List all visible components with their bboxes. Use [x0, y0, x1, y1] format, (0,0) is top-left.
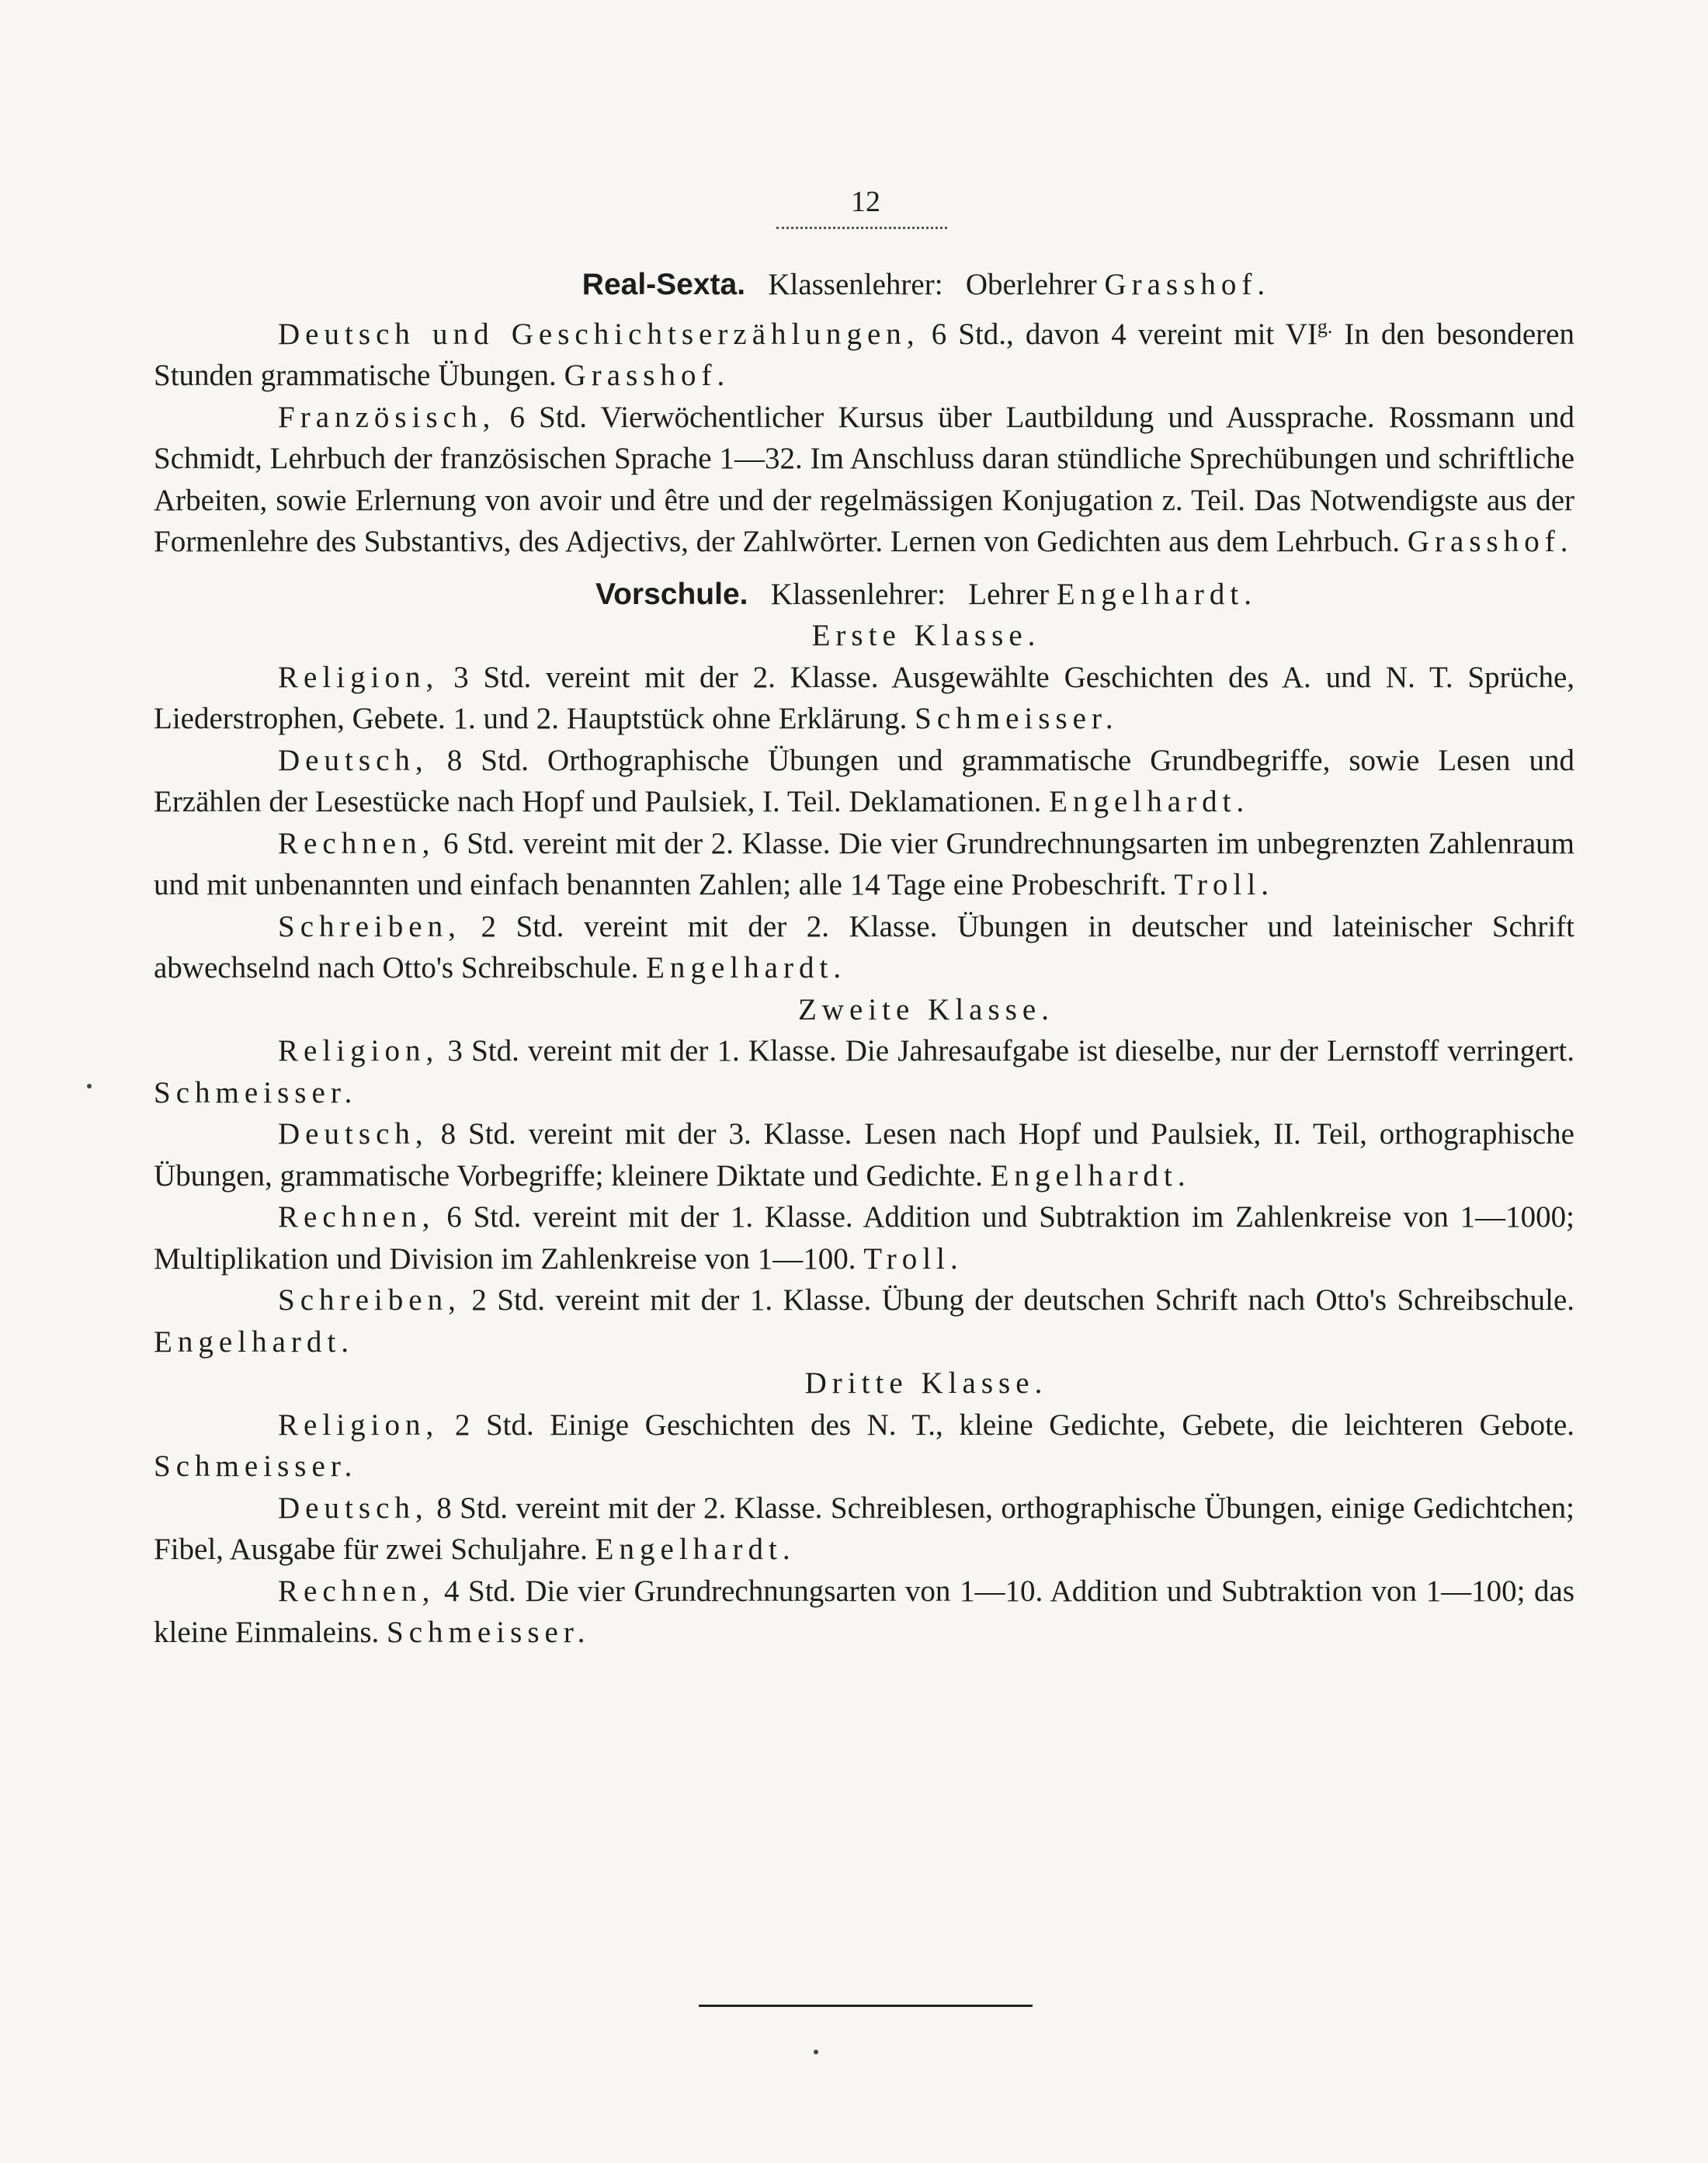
section-heading-vorschule [154, 574, 1574, 616]
subject-name: Rechnen, [278, 826, 436, 860]
subject-name: Rechnen, [278, 1574, 436, 1608]
paragraph-text: 6 Std. Vierwöchentlicher Kursus über Lautbildung und Aussprache. Rossmann und Schmidt, Lehrbuch der französischen Sprache 1—32. Im Anschluss daran stündliche Sprechübungen und schriftliche Arbeiten, sowie Erlernung von avoir und être und der regelmässigen Konjugation z. Teil. Das Notwendigste aus der Formenlehre des Substantivs, des Adjectivs, der Zahlwörter. Lernen von Gedichten aus dem Lehrbuch. [154, 400, 1575, 558]
paragraph-text: 8 Std. vereint mit der 2. Klasse. Schreiblesen, orthographische Übungen, einige Gedichtchen; Fibel, Ausgabe für zwei Schuljahre. [154, 1491, 1575, 1566]
paragraph-religion [154, 657, 1574, 740]
paragraph-deutsch-geschichte [154, 306, 1574, 397]
section-title: Real-Sexta. [581, 268, 746, 301]
subject-name: Deutsch, [278, 1491, 429, 1525]
body-text [154, 264, 1574, 1654]
paragraph-text: 8 Std. vereint mit der 3. Klasse. Lesen nach Hopf und Paulsiek, II. Teil, orthographische Übungen, grammatische Vorbegriffe; kleinere Diktate und Gedichte. [154, 1117, 1574, 1193]
page-number-ornament [776, 222, 947, 229]
paragraph-schreiben [154, 1279, 1574, 1363]
subject-name: Deutsch, [278, 1117, 429, 1151]
teacher-name: Engelhardt. [990, 1158, 1191, 1193]
teacher-name: Grasshof. [1407, 525, 1574, 558]
paragraph-deutsch [154, 740, 1574, 823]
paragraph-religion [154, 1030, 1574, 1113]
class-heading-dritte: Dritte Klasse. [804, 1366, 1048, 1400]
paragraph-text: In den besonderen Stunden grammatische Übungen. [154, 317, 1574, 392]
teacher-name: Schmeisser. [387, 1616, 591, 1649]
paper-speck [814, 2050, 818, 2054]
page-number: 12 [851, 186, 880, 218]
paragraph-schreiben [154, 906, 1574, 989]
paragraph-text: 3 Std. vereint mit der 2. Klasse. Ausgewählte Geschichten des A. und N. T. Sprüche, Liederstrophen, Gebete. 1. und 2. Hauptstück ohne Erklärung. [154, 660, 1575, 735]
paragraph-text: 8 Std. Orthographische Übungen und grammatische Grundbegriffe, sowie Lesen und Erzählen der Lesestücke nach Hopf und Paulsiek, I. Teil. Deklamationen. [154, 743, 1574, 818]
paper-speck [87, 1084, 92, 1088]
subject-name: Deutsch und Geschichtserzählungen, [278, 317, 920, 351]
paragraph-text: 2 Std. Einige Geschichten des N. T., kleine Gedichte, Gebete, die leichteren Gebote. [454, 1408, 1575, 1442]
paragraph-text: 6 Std. vereint mit der 1. Klasse. Addition und Subtraktion im Zahlenkreise von 1—1000; Multiplikation und Division im Zahlenkreise von 1—100. [154, 1200, 1575, 1276]
teacher-label: Klassenlehrer: [770, 577, 946, 611]
section-heading-real-sexta [154, 264, 1574, 306]
teacher-name: Troll. [863, 1241, 963, 1276]
subject-name: Religion, [278, 660, 439, 694]
teacher-name: Grasshof. [564, 359, 731, 392]
subject-name: Religion, [278, 1408, 439, 1442]
teacher-name: Engelhardt. [154, 1325, 355, 1359]
teacher-name: Engelhardt. [646, 951, 847, 984]
teacher-name: Engelhardt. [1049, 785, 1250, 818]
subject-name: Schreiben, [278, 909, 461, 943]
paragraph-franzoesisch [154, 397, 1574, 563]
paragraph-text: 6 Std., davon 4 vereint mit VI [931, 317, 1317, 351]
paragraph-text: 2 Std. vereint mit der 1. Klasse. Übung der deutschen Schrift nach Otto's Schreibschule. [471, 1283, 1575, 1317]
teacher-title: Lehrer [968, 577, 1050, 611]
teacher-name: Schmeisser. [154, 1450, 358, 1483]
teacher-name: Engelhardt. [595, 1533, 796, 1566]
subject-name: Rechnen, [278, 1200, 436, 1234]
class-heading-zweite: Zweite Klasse. [797, 992, 1055, 1026]
teacher-label: Klassenlehrer: [768, 268, 943, 301]
section-title: Vorschule. [595, 577, 748, 611]
teacher-name: Troll. [1174, 868, 1275, 901]
teacher-name: Grasshof. [1104, 268, 1271, 301]
class-suffix: g. [1317, 314, 1333, 338]
end-rule [699, 2005, 1033, 2007]
teacher-name: Engelhardt. [1056, 577, 1257, 611]
paragraph-religion [154, 1404, 1574, 1488]
paragraph-text: 6 Std. vereint mit der 2. Klasse. Die vier Grundrechnungsarten im unbegrenzten Zahlenraum und mit unbenannten und einfach benannten Zahlen; alle 14 Tage eine Probeschrift. [154, 826, 1574, 901]
subject-name: Schreiben, [278, 1283, 461, 1317]
teacher-name: Schmeisser. [915, 702, 1119, 735]
subject-name: Religion, [278, 1034, 439, 1068]
teacher-title: Oberlehrer [965, 268, 1097, 301]
paragraph-deutsch [154, 1113, 1574, 1196]
paragraph-text: 3 Std. vereint mit der 1. Klasse. Die Jahresaufgabe ist dieselbe, nur der Lernstoff verringert. [447, 1034, 1575, 1068]
paragraph-rechnen [154, 1571, 1574, 1654]
paragraph-text: 4 Std. Die vier Grundrechnungsarten von 1—10. Addition und Subtraktion von 1—100; das kleine Einmaleins. [154, 1574, 1575, 1649]
class-heading-erste: Erste Klasse. [811, 619, 1041, 652]
paragraph-deutsch [154, 1488, 1574, 1571]
subject-name: Französisch, [278, 400, 496, 434]
paragraph-rechnen [154, 823, 1574, 906]
paragraph-rechnen [154, 1196, 1574, 1279]
teacher-name: Schmeisser. [154, 1075, 358, 1109]
subject-name: Deutsch, [278, 743, 429, 777]
paragraph-text: 2 Std. vereint mit der 2. Klasse. Übungen in deutscher und lateinischer Schrift abwechselnd nach Otto's Schreibschule. [154, 909, 1575, 984]
